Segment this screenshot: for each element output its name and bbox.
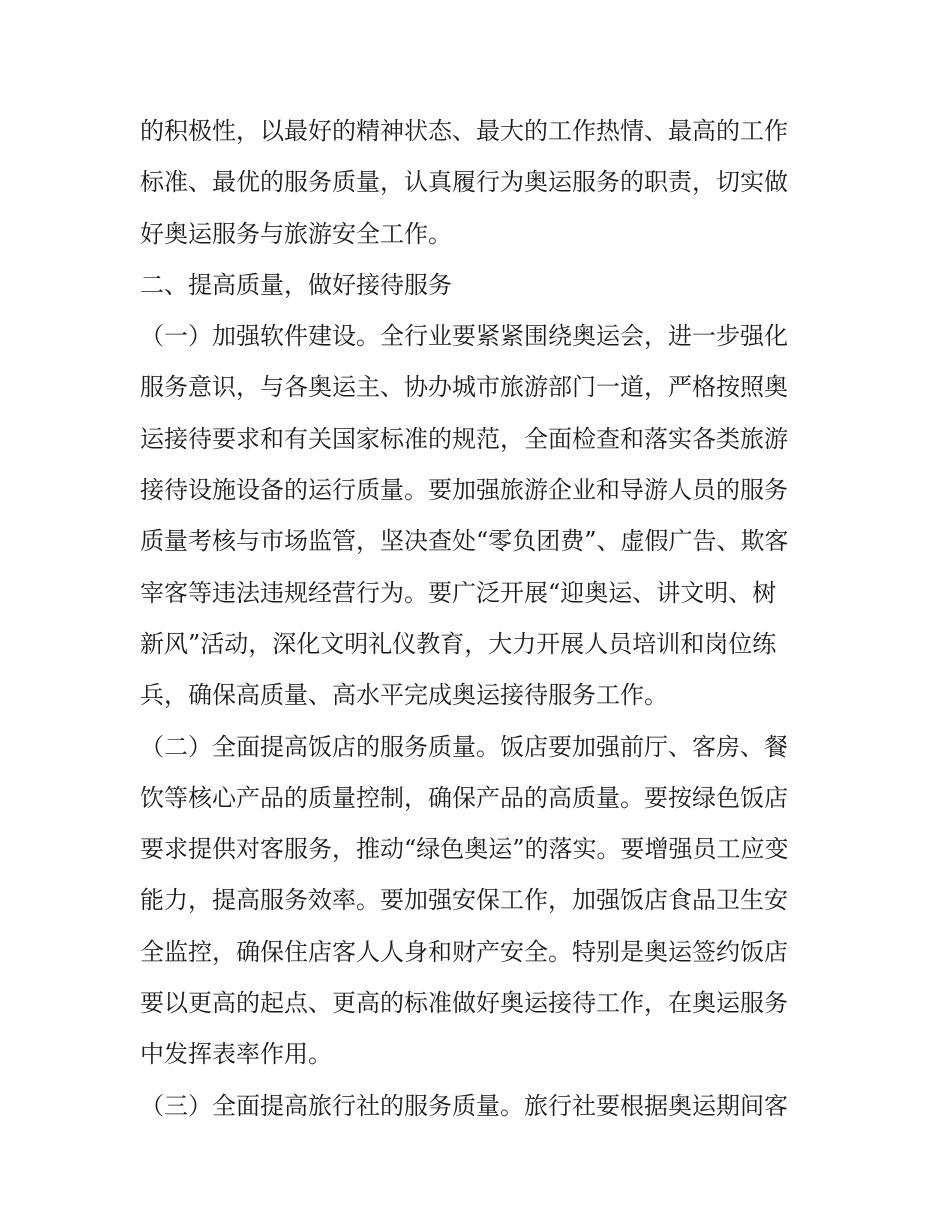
text-line: 好奥运服务与旅游安全工作。 (140, 219, 452, 248)
document-body (140, 106, 820, 1132)
text-line: 饮等核心产品的质量控制，确保产品的高质量。要按绿色饭店 (140, 783, 788, 812)
text-line: 接待设施设备的运行质量。要加强旅游企业和导游人员的服务 (140, 476, 788, 505)
text-line: 的积极性，以最好的精神状态、最大的工作热情、最高的工作 (140, 117, 788, 145)
text-line: 能力，提高服务效率。要加强安保工作，加强饭店食品卫生安 (140, 886, 788, 915)
text-line: 新风”活动，深化文明礼仪教育，大力开展人员培训和岗位练 (140, 629, 777, 658)
text-line: 兵，确保高质量、高水平完成奥运接待服务工作。 (140, 681, 668, 710)
text-line: 宰客等违法违规经营行为。要广泛开展“迎奥运、讲文明、树 (140, 578, 777, 607)
text-line: 要以更高的起点、更高的标准做好奥运接待工作，在奥运服务 (140, 989, 788, 1018)
text-line: 要求提供对客服务，推动“绿色奥运”的落实。要增强员工应变 (140, 835, 789, 864)
text-line: （三）全面提高旅行社的服务质量。旅行社要根据奥运期间客 (140, 1091, 788, 1120)
text-line: 质量考核与市场监管，坚决查处“零负团费”、虚假广告、欺客 (140, 527, 789, 556)
text-line: 标准、最优的服务质量，认真履行为奥运服务的职责，切实做 (140, 168, 788, 197)
text-line: （二）全面提高饭店的服务质量。饭店要加强前厅、客房、餐 (140, 732, 788, 761)
text-line: （一）加强软件建设。全行业要紧紧围绕奥运会，进一步强化 (140, 322, 788, 351)
section-heading: 二、提高质量，做好接待服务 (140, 270, 452, 299)
text-line: 中发挥表率作用。 (140, 1040, 332, 1069)
text-line: 全监控，确保住店客人人身和财产安全。特别是奥运签约饭店 (140, 937, 788, 966)
text-line: 服务意识，与各奥运主、协办城市旅游部门一道，严格按照奥 (140, 373, 788, 402)
text-line: 运接待要求和有关国家标准的规范，全面检查和落实各类旅游 (140, 424, 788, 453)
